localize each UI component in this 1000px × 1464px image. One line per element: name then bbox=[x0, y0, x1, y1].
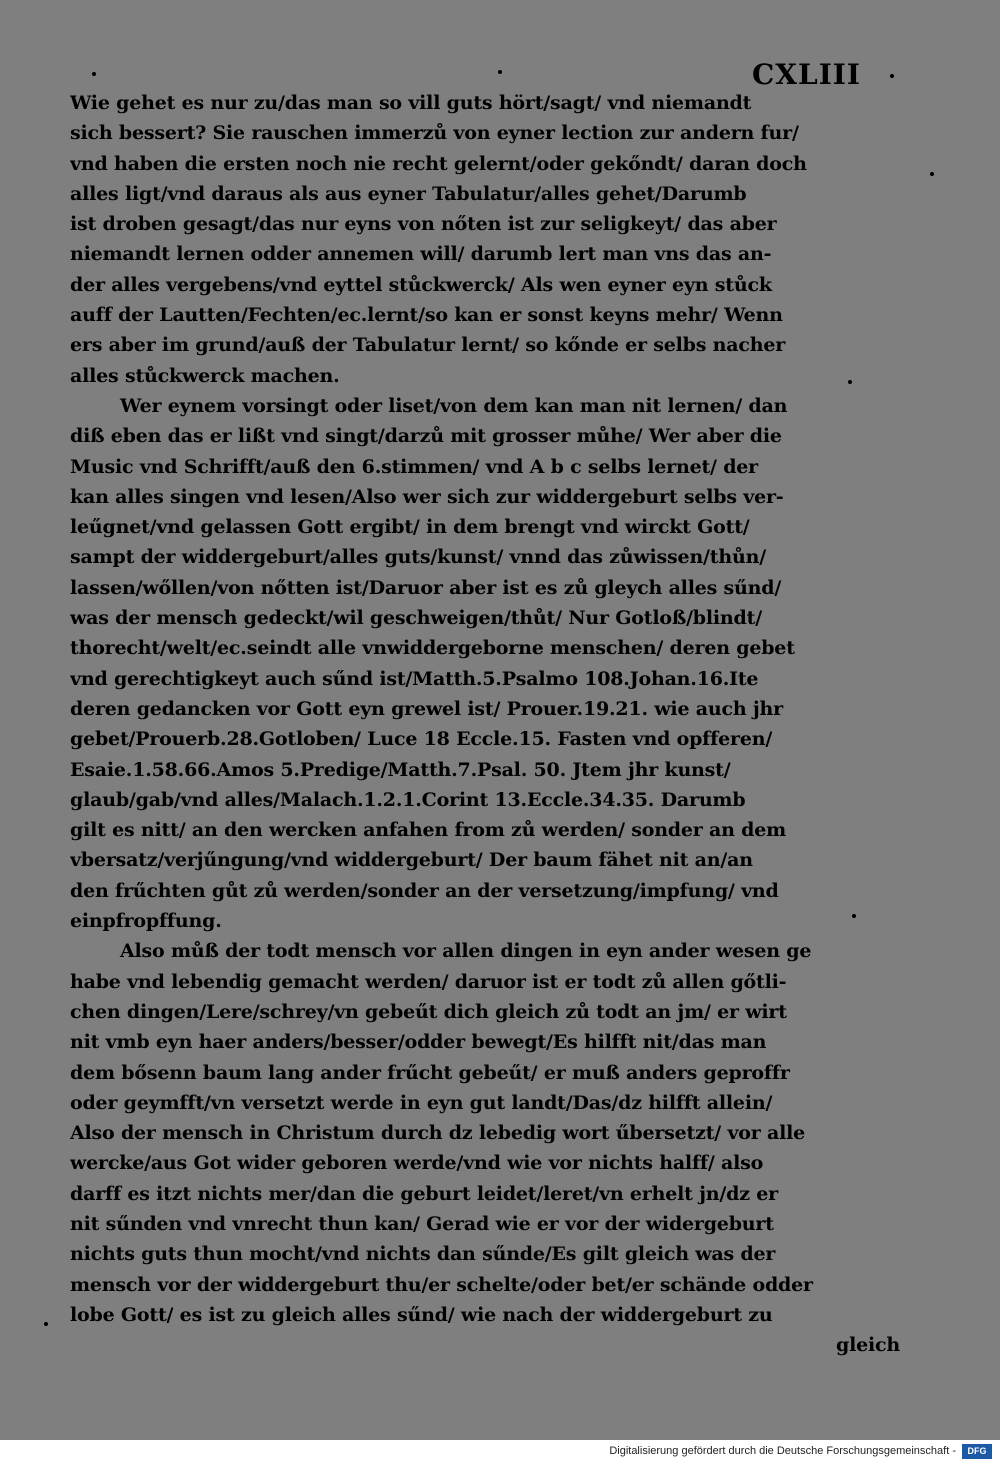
text-line: habe vnd lebendig gemacht werden/ daruor ist er todt zů allen gőtli- bbox=[70, 970, 787, 993]
body-text bbox=[70, 88, 910, 1360]
text-line: den frűchten gůt zů werden/sonder an der versetzung/impfung/ vnd bbox=[70, 879, 779, 902]
text-line: Esaie.1.58.66.Amos 5.Predige/Matth.7.Psal. 50. Jtem jhr kunst/ bbox=[70, 758, 731, 781]
text-line: gilt es nitt/ an den wercken anfahen from zů werden/ sonder an dem bbox=[70, 819, 787, 842]
footer-bar bbox=[0, 1440, 1000, 1464]
text-line: mensch vor der widdergeburt thu/er schelte/oder bet/er schände odder bbox=[70, 1273, 813, 1296]
text-line: darff es itzt nichts mer/dan die geburt leidet/leret/vn erhelt jn/dz er bbox=[70, 1182, 778, 1205]
text-line: auff der Lautten/Fechten/ec.lernt/so kan er sonst keyns mehr/ Wenn bbox=[70, 304, 783, 327]
text-line: niemandt lernen odder annemen will/ darumb lert man vns das an- bbox=[70, 243, 772, 266]
text-line: was der mensch gedeckt/wil geschweigen/thůt/ Nur Gotloß/blindt/ bbox=[70, 607, 762, 630]
text-line: thorecht/welt/ec.seindt alle vnwiddergeborne menschen/ deren gebet bbox=[70, 637, 795, 660]
text-line: dem bősenn baum lang ander frűcht gebeűt/ er muß anders geproffr bbox=[70, 1061, 790, 1084]
text-line: ist droben gesagt/das nur eyns von nőten ist zur seligkeyt/ das aber bbox=[70, 213, 777, 236]
text-line: vnd haben die ersten noch nie recht gelernt/oder gekőndt/ daran doch bbox=[70, 152, 807, 175]
scan-speck bbox=[848, 380, 852, 384]
text-line: ers aber im grund/auß der Tabulatur lernt/ so kőnde er selbs nacher bbox=[70, 334, 786, 357]
text-line: Music vnd Schrifft/auß den 6.stimmen/ vnd A b c selbs lernet/ der bbox=[70, 455, 758, 478]
text-line: der alles vergebens/vnd eyttel stůckwerck/ Als wen eyner eyn stůck bbox=[70, 273, 772, 296]
scan-speck bbox=[44, 1322, 48, 1326]
text-line: diß eben das er lißt vnd singt/darzů mit grosser můhe/ Wer aber die bbox=[70, 425, 782, 448]
text-line: Also der mensch in Christum durch dz lebedig wort űbersetzt/ vor alle bbox=[70, 1122, 806, 1145]
text-line: glaub/gab/vnd alles/Malach.1.2.1.Corint 13.Eccle.34.35. Darumb bbox=[70, 788, 746, 811]
text-line: alles ligt/vnd daraus als aus eyner Tabulatur/alles gehet/Darumb bbox=[70, 182, 747, 205]
text-line: chen dingen/Lere/schrey/vn gebeűt dich gleich zů todt an jm/ er wirt bbox=[70, 1000, 787, 1023]
text-line: alles stůckwerck machen. bbox=[70, 364, 340, 387]
text-line: lobe Gott/ es ist zu gleich alles sűnd/ wie nach der widdergeburt zu bbox=[70, 1303, 773, 1326]
text-line: deren gedancken vor Gott eyn grewel ist/ Prouer.19.21. wie auch jhr bbox=[70, 697, 783, 720]
text-line: leűgnet/vnd gelassen Gott ergibt/ in dem brengt vnd wirckt Gott/ bbox=[70, 516, 750, 539]
catchword: gleich bbox=[836, 1334, 900, 1357]
text-line: kan alles singen vnd lesen/Also wer sich zur widdergeburt selbs ver- bbox=[70, 485, 784, 508]
text-line: Wer eynem vorsingt oder liset/von dem kan man nit lernen/ dan bbox=[120, 394, 788, 417]
text-line: nit vmb eyn haer anders/besser/odder bewegt/Es hilfft nit/das man bbox=[70, 1031, 767, 1054]
funding-credit: Digitalisierung gefördert durch die Deutsche Forschungsgemeinschaft - bbox=[609, 1445, 956, 1457]
folio-number: CXLIII bbox=[752, 58, 861, 91]
text-line: einpfropffung. bbox=[70, 910, 222, 933]
text-line: nichts guts thun mocht/vnd nichts dan sűnde/Es gilt gleich was der bbox=[70, 1243, 776, 1266]
dfg-logo: DFG bbox=[962, 1444, 992, 1459]
text-line: wercke/aus Got wider geboren werde/vnd wie vor nichts halff/ also bbox=[70, 1152, 764, 1175]
text-line: gebet/Prouerb.28.Gotloben/ Luce 18 Eccle.15. Fasten vnd opfferen/ bbox=[70, 728, 773, 751]
text-line: vnd gerechtigkeyt auch sűnd ist/Matth.5.Psalmo 108.Johan.16.Ite bbox=[70, 667, 759, 690]
scan-speck bbox=[92, 72, 96, 76]
scan-speck bbox=[498, 70, 502, 74]
text-line: Also můß der todt mensch vor allen dingen in eyn ander wesen ge bbox=[120, 940, 812, 963]
scan-speck bbox=[852, 914, 856, 918]
text-line: nit sűnden vnd vnrecht thun kan/ Gerad wie er vor der widergeburt bbox=[70, 1212, 774, 1235]
text-line: sampt der widdergeburt/alles guts/kunst/ vnnd das zůwissen/thůn/ bbox=[70, 546, 766, 569]
scan-speck bbox=[890, 74, 894, 78]
scan-speck bbox=[930, 172, 934, 176]
text-line: Wie gehet es nur zu/das man so vill guts hört/sagt/ vnd niemandt bbox=[70, 92, 752, 114]
text-line: lassen/wőllen/von nőtten ist/Daruor aber ist es zů gleych alles sűnd/ bbox=[70, 576, 782, 599]
text-line: vbersatz/verjűngung/vnd widdergeburt/ Der baum fähet nit an/an bbox=[70, 849, 753, 872]
text-line: oder geymfft/vn versetzt werde in eyn gut landt/Das/dz hilfft allein/ bbox=[70, 1091, 773, 1114]
text-line: sich bessert? Sie rauschen immerzů von eyner lection zur andern fur/ bbox=[70, 122, 799, 145]
